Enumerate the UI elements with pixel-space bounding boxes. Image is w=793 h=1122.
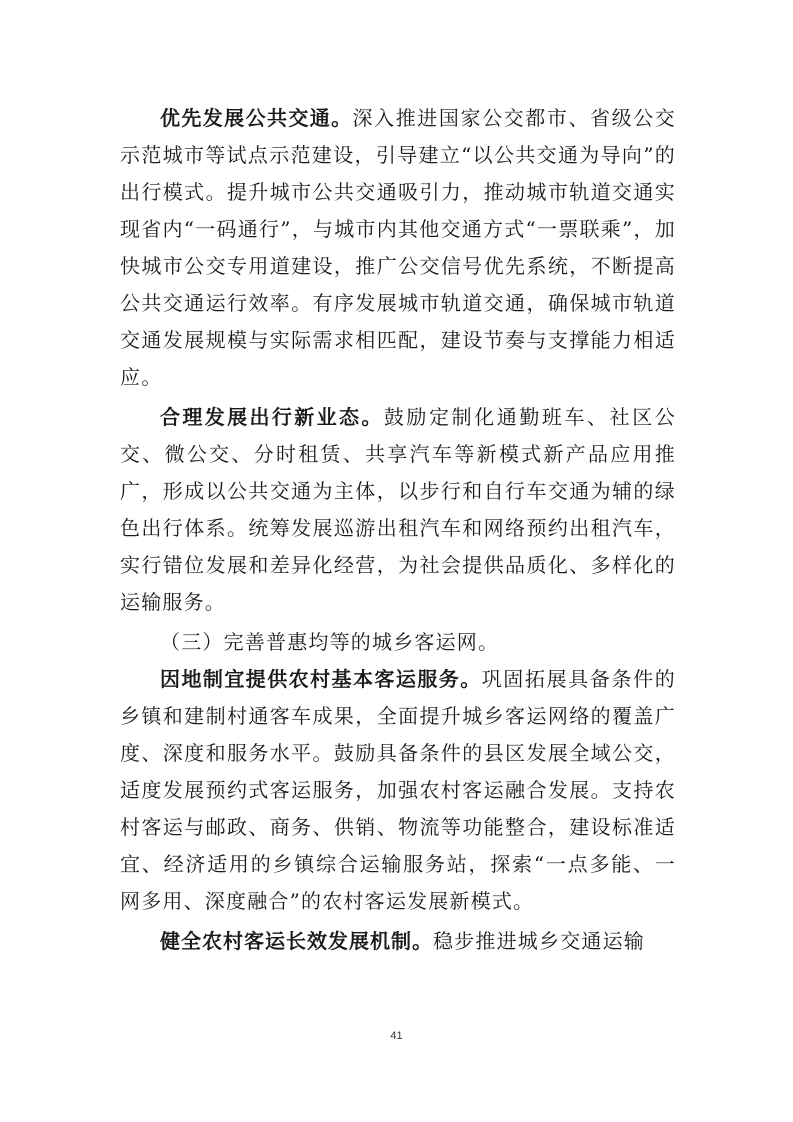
paragraph-rural-mechanism [120, 923, 676, 960]
paragraph-rural-service [120, 661, 676, 920]
paragraph-new-mobility [120, 399, 676, 621]
paragraph-text: 鼓励定制化通勤班车、社区公交、微公交、分时租赁、共享汽车等新模式新产品应用推广，形成以公共交通为主体，以步行和自行车交通为辅的绿色出行体系。统筹发展巡游出租汽车和网络预约出租汽车，实行错位发展和差异化经营，为社会提供品质化、多样化的运输服务。 [120, 405, 677, 614]
paragraph-text: 深入推进国家公交都市、省级公交示范城市等试点示范建设，引导建立“以公共交通为导向”的出行模式。提升城市公共交通吸引力，推动城市轨道交通实现省内“一码通行”，与城市内其他交通方式“一票联乘”，加快城市公交专用道建设，推广公交信号优先系统，不断提高公共交通运行效率。有序发展城市轨道交通，确保城市轨道交通发展规模与实际需求相匹配，建设节奏与支撑能力相适应。 [120, 106, 677, 389]
paragraph-public-transport [120, 100, 676, 396]
paragraph-lead: 健全农村客运长效发展机制。 [160, 929, 433, 953]
paragraph-text: 巩固拓展具备条件的乡镇和建制村通客车成果，全面提升城乡客运网络的覆盖广度、深度和服务水平。鼓励具备条件的县区发展全域公交，适度发展预约式客运服务，加强农村客运融合发展。支持农村客运与邮政、商务、供销、物流等功能整合，建设标准适宜、经济适用的乡镇综合运输服务站，探索“一点多能、一网多用、深度融合”的农村客运发展新模式。 [120, 667, 676, 913]
body-text [120, 100, 676, 960]
page-number: 41 [390, 1030, 403, 1042]
paragraph-lead: 合理发展出行新业态。 [160, 405, 384, 429]
section-heading: （三）完善普惠均等的城乡客运网。 [160, 630, 500, 654]
paragraph-lead: 优先发展公共交通。 [160, 106, 353, 130]
paragraph-lead: 因地制宜提供农村基本客运服务。 [160, 667, 482, 691]
paragraph-text: 稳步推进城乡交通运输 [433, 929, 645, 953]
